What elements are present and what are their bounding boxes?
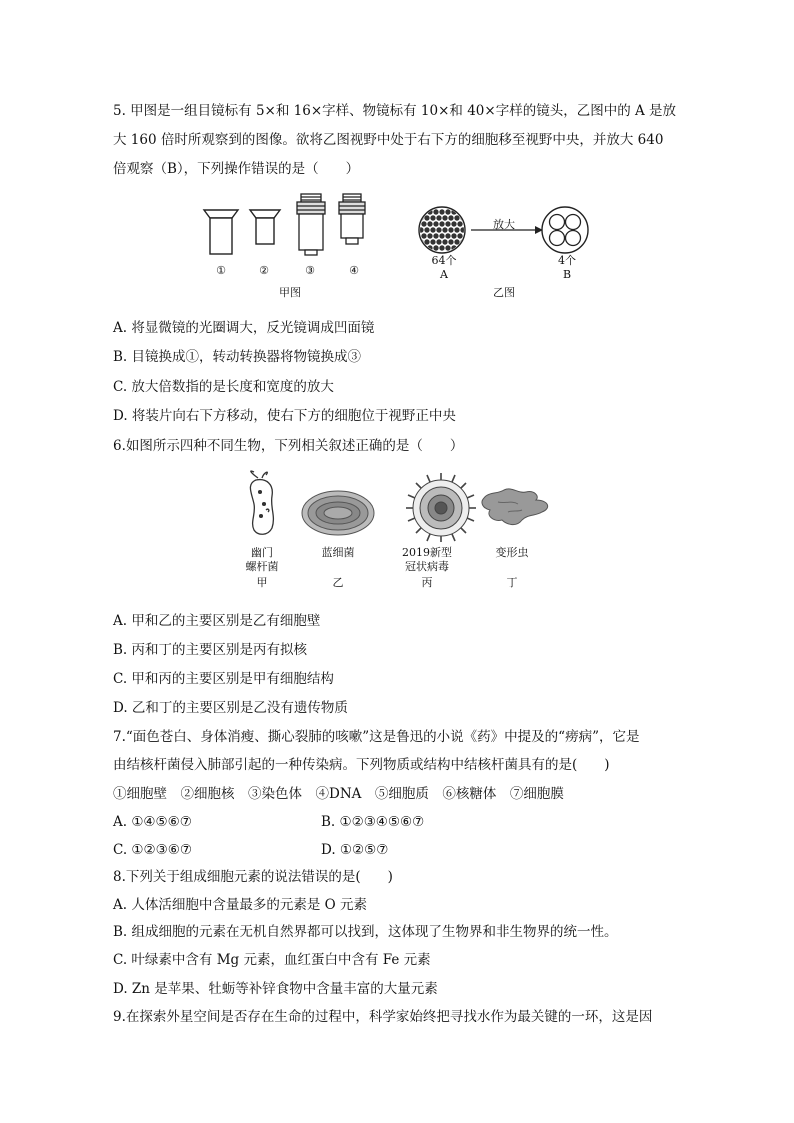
organism-bing-name-2: 冠状病毒 [405,560,449,573]
organism-bing-tag: 丙 [421,576,433,589]
helicobacter-image [250,471,273,534]
view-a-label: A [440,268,448,281]
objective-lens-3 [297,194,325,255]
q7-stem-line-1: 7.“面色苍白、身体消瘦、撕心裂肺的咳嗽”这是鲁迅的小说《药》中提及的“痨病”，它是 [113,729,640,745]
q5-stem-line-2: 大 160 倍时所观察到的图像。欲将乙图视野中处于右下方的细胞移至视野中央，并放大 640 [113,132,664,148]
amoeba-image [482,489,548,525]
q9-stem: 9.在探索外星空间是否存在生命的过程中，科学家始终把寻找水作为最关键的一环，这是因 [113,1009,653,1025]
q6-option-c: C. 甲和丙的主要区别是甲有细胞结构 [113,671,334,687]
organism-yi-name-1: 蓝细菌 [321,546,355,559]
organism-yi-tag: 乙 [332,576,344,589]
figure-jia-caption: 甲图 [279,286,301,299]
q7-option-d: D. ①②⑤⑦ [321,842,389,858]
view-b-circle [542,207,588,253]
q6-option-b: B. 丙和丁的主要区别是丙有拟核 [113,642,308,658]
organisms-figure [236,470,556,542]
organism-ding-tag: 丁 [506,576,518,589]
q6-option-d: D. 乙和丁的主要区别是乙没有遗传物质 [113,700,348,716]
lens-label-1: ① [216,264,226,277]
organism-jia-tag: 甲 [256,576,268,589]
figure-yi-caption: 乙图 [493,286,515,299]
objective-lens-4 [339,194,365,244]
organism-bing-name-1: 2019新型 [402,546,452,559]
q7-stem-line-2: 由结核杆菌侵入肺部引起的一种传染病。下列物质或结构中结核杆菌具有的是( ) [113,757,610,773]
q5-option-d: D. 将装片向右下方移动，使右下方的细胞位于视野正中央 [113,408,456,424]
view-a-count: 64个 [431,254,457,267]
organism-ding-name-1: 变形虫 [495,546,529,559]
magnify-label: 放大 [493,218,515,231]
q8-option-c: C. 叶绿素中含有 Mg 元素，血红蛋白中含有 Fe 元素 [113,952,431,968]
q5-stem-line-1: 5. 甲图是一组目镜标有 5×和 16×字样、物镜标有 10×和 40×字样的镜头，乙图中的 A 是放 [113,103,677,119]
organism-jia-name-2: 螺杆菌 [245,560,279,573]
q7-items: ①细胞壁 ②细胞核 ③染色体 ④DNA ⑤细胞质 ⑥核糖体 ⑦细胞膜 [113,786,564,802]
q8-stem: 8.下列关于组成细胞元素的说法错误的是( ) [113,869,393,885]
eyepiece-lens-2 [250,210,280,244]
q5-option-c: C. 放大倍数指的是长度和宽度的放大 [113,379,334,395]
view-b-count: 4个 [558,254,576,267]
q6-stem: 6.如图所示四种不同生物，下列相关叙述正确的是（ ） [113,438,464,454]
view-b-label: B [562,268,572,281]
q5-option-b: B. 目镜换成①，转动转换器将物镜换成③ [113,349,362,365]
q5-stem-line-3: 倍观察（B），下列操作错误的是（ ） [113,161,360,177]
cyanobacteria-image [302,491,374,535]
lens-label-2: ② [259,264,269,277]
lens-label-3: ③ [305,264,315,277]
lens-label-4: ④ [349,264,359,277]
q6-option-a: A. 甲和乙的主要区别是乙有细胞壁 [113,613,321,629]
q7-option-c: C. ①②③⑥⑦ [113,842,192,858]
organism-jia-name-1: 幽门 [251,546,273,559]
q8-option-a: A. 人体活细胞中含量最多的元素是 O 元素 [113,897,367,913]
eyepiece-lens-1 [204,210,238,254]
q7-option-b: B. ①②③④⑤⑥⑦ [321,814,425,830]
q8-option-d: D. Zn 是苹果、牡蛎等补锌食物中含量丰富的大量元素 [113,981,438,997]
coronavirus-image [406,473,476,542]
lens-set-figure [196,192,386,262]
q7-option-a: A. ①④⑤⑥⑦ [113,814,192,830]
q8-option-b: B. 组成细胞的元素在无机自然界都可以找到，这体现了生物界和非生物界的统一性。 [113,924,618,940]
q5-option-a: A. 将显微镜的光圈调大，反光镜调成凹面镜 [113,320,375,336]
